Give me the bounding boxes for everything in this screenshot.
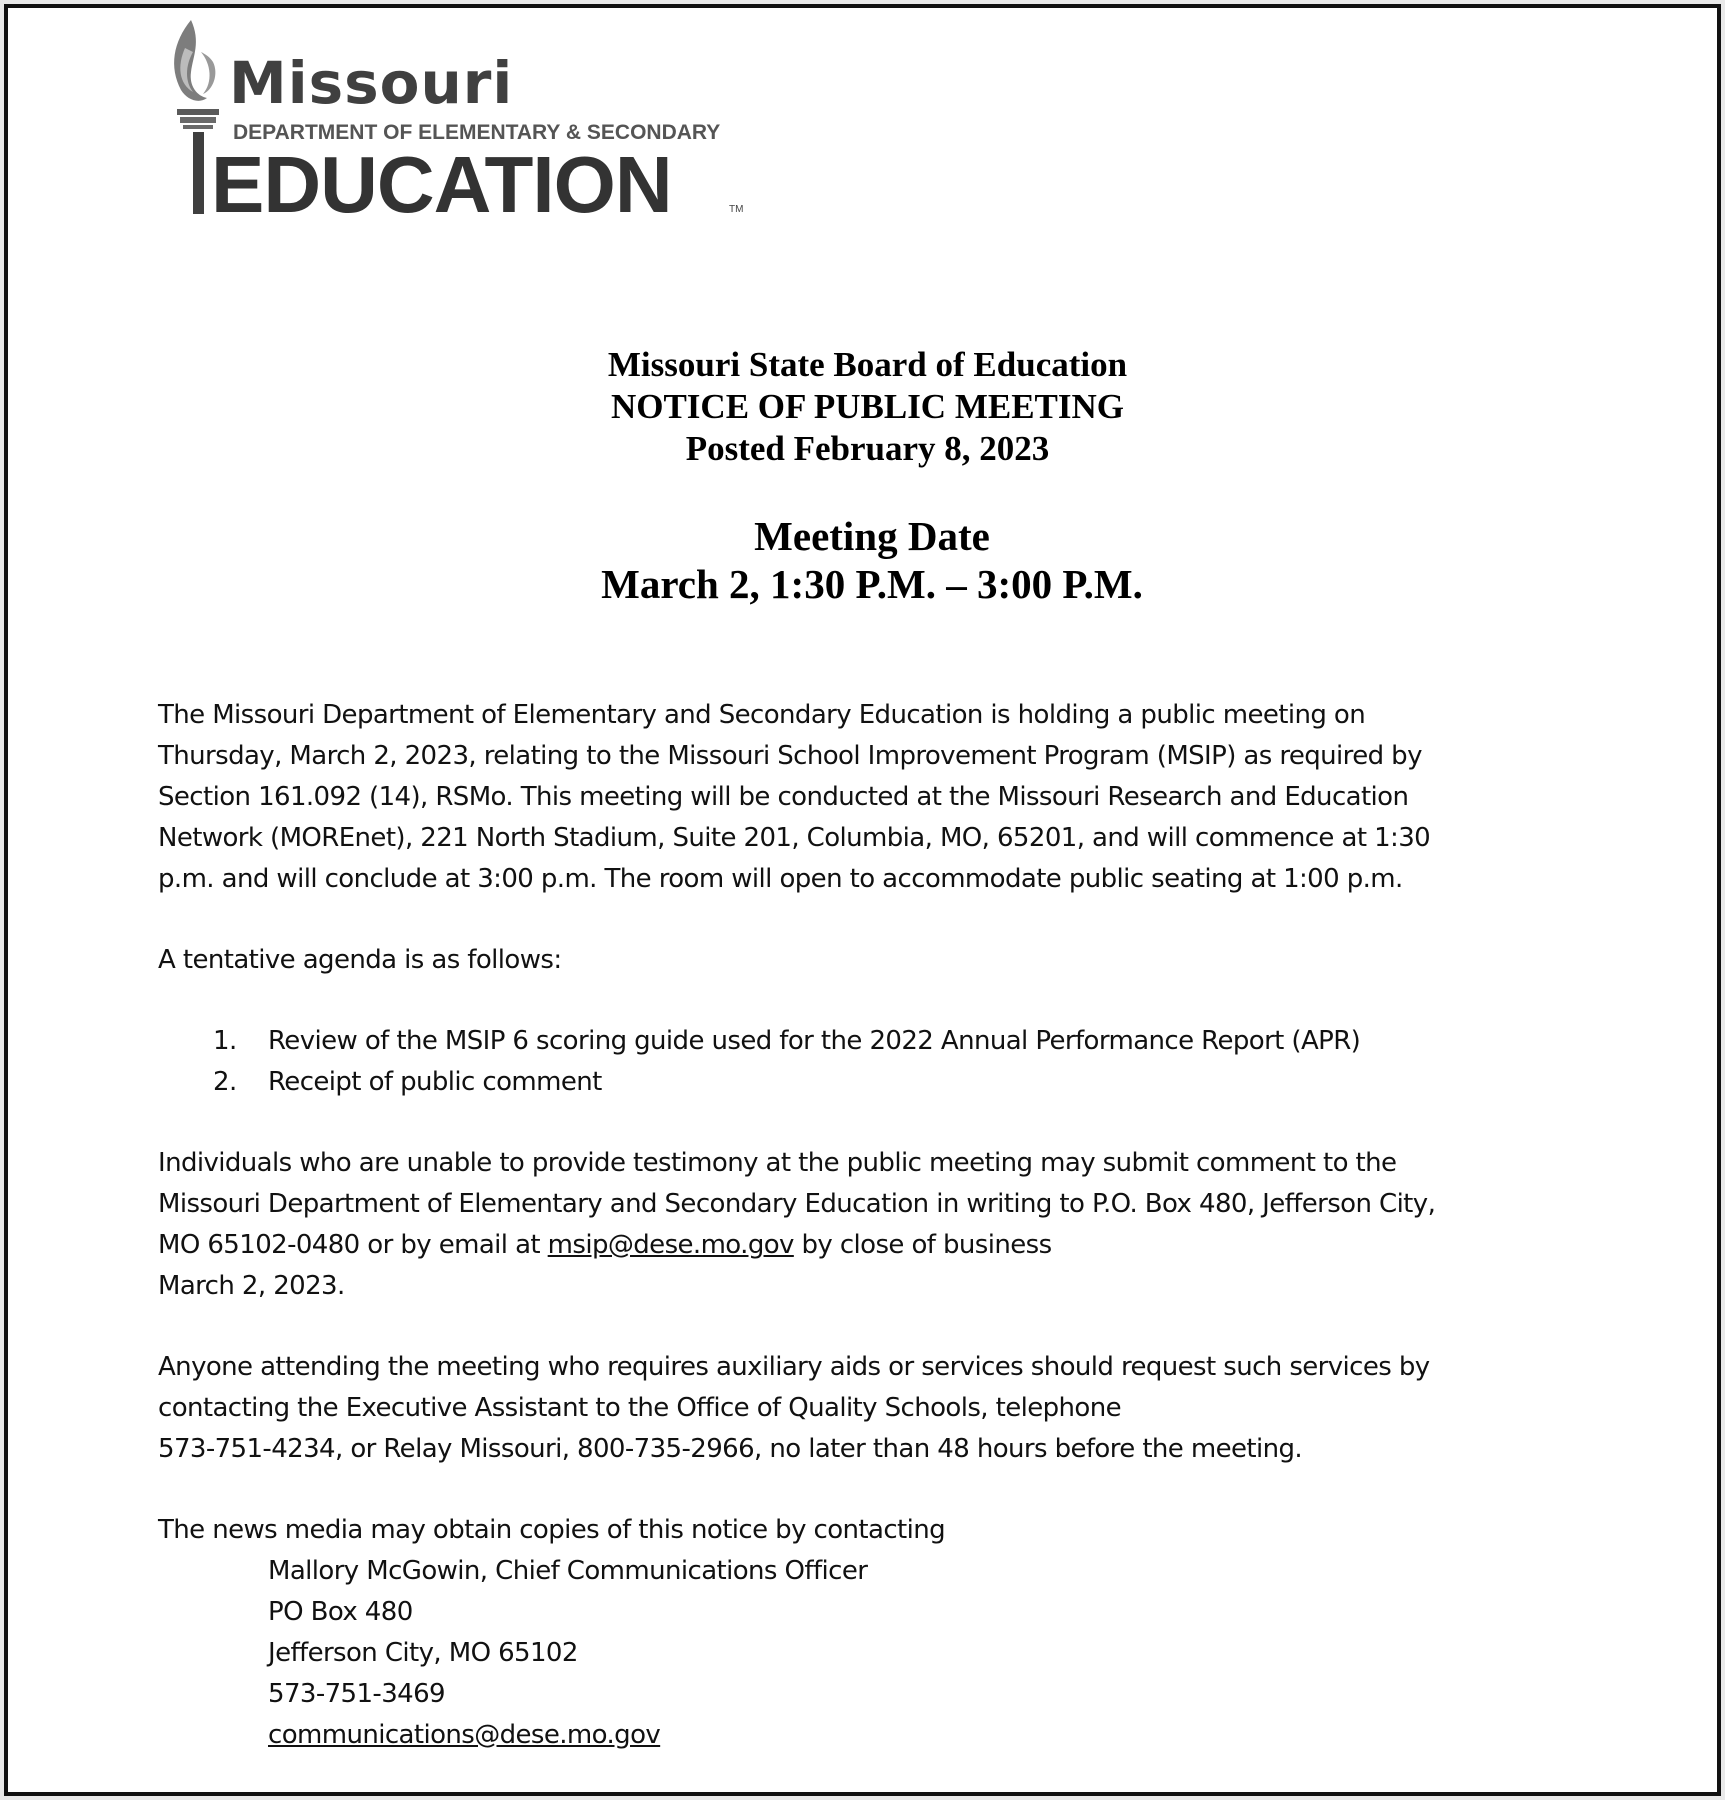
accessibility-line: contacting the Executive Assistant to the Office of Quality Schools, telephone xyxy=(158,1393,1121,1423)
agenda-number: 1. xyxy=(213,1026,237,1056)
agenda-text: Receipt of public comment xyxy=(268,1067,602,1097)
contact-block xyxy=(158,1551,1598,1756)
comment-line: Missouri Department of Elementary and Secondary Education in writing to P.O. Box 480, Jefferson City, xyxy=(158,1189,1436,1219)
agenda-item xyxy=(158,1062,1598,1103)
communications-email-link[interactable]: communications@dese.mo.gov xyxy=(268,1720,661,1750)
contact-box: PO Box 480 xyxy=(268,1597,413,1627)
contact-phone: 573-751-3469 xyxy=(268,1679,445,1709)
agenda-text: Review of the MSIP 6 scoring guide used for the 2022 Annual Performance Report (APR) xyxy=(268,1026,1361,1056)
agenda-intro: A tentative agenda is as follows: xyxy=(158,945,562,975)
intro-line: The Missouri Department of Elementary and Secondary Education is holding a public meeting on xyxy=(158,700,1366,730)
meeting-date-label: Meeting Date xyxy=(754,513,990,559)
accessibility-line: Anyone attending the meeting who requires auxiliary aids or services should request such services by xyxy=(158,1352,1430,1382)
notice-title: NOTICE OF PUBLIC MEETING xyxy=(610,387,1125,426)
posted-date: Posted February 8, 2023 xyxy=(685,429,1050,468)
intro-line: Network (MOREnet), 221 North Stadium, Suite 201, Columbia, MO, 65201, and will commence at 1:30 xyxy=(158,823,1431,853)
logo-subtitle: DEPARTMENT OF ELEMENTARY & SECONDARY xyxy=(233,121,721,144)
board-title: Missouri State Board of Education xyxy=(607,345,1128,384)
intro-line: Section 161.092 (14), RSMo. This meeting will be conducted at the Missouri Research and Education xyxy=(158,782,1409,812)
comment-line: MO 65102-0480 or by email at xyxy=(158,1230,548,1260)
accessibility-paragraph xyxy=(158,1347,1598,1470)
accessibility-line: 573-751-4234, or Relay Missouri, 800-735-2966, no later than 48 hours before the meeting. xyxy=(158,1434,1303,1464)
meeting-datetime: March 2, 1:30 P.M. – 3:00 P.M. xyxy=(601,561,1143,607)
contact-name: Mallory McGowin, Chief Communications Officer xyxy=(268,1556,868,1586)
contact-city: Jefferson City, MO 65102 xyxy=(268,1638,578,1668)
msip-email-link[interactable]: msip@dese.mo.gov xyxy=(547,1230,794,1260)
logo-education: EDUCATION xyxy=(211,140,672,229)
media-intro: The news media may obtain copies of this notice by contacting xyxy=(158,1515,946,1545)
agenda-number: 2. xyxy=(213,1067,237,1097)
intro-line: Thursday, March 2, 2023, relating to the Missouri School Improvement Program (MSIP) as required by xyxy=(158,741,1422,771)
dese-logo xyxy=(163,12,753,229)
agenda-item xyxy=(158,1021,1598,1062)
comment-paragraph xyxy=(158,1143,1598,1307)
notice-page xyxy=(4,4,1721,1796)
comment-line: March 2, 2023. xyxy=(158,1271,345,1301)
notice-header xyxy=(8,344,1721,470)
notice-body xyxy=(158,695,1598,1756)
comment-line: Individuals who are unable to provide testimony at the public meeting may submit comment to the xyxy=(158,1148,1397,1178)
comment-line: by close of business xyxy=(793,1230,1052,1260)
logo-missouri: Missouri xyxy=(229,49,514,117)
meeting-date-block xyxy=(8,512,1721,608)
agenda-list xyxy=(158,1021,1598,1103)
intro-line: p.m. and will conclude at 3:00 p.m. The room will open to accommodate public seating at 1:00 p.m. xyxy=(158,864,1403,894)
logo-trademark: TM xyxy=(729,204,744,215)
intro-paragraph xyxy=(158,695,1598,900)
